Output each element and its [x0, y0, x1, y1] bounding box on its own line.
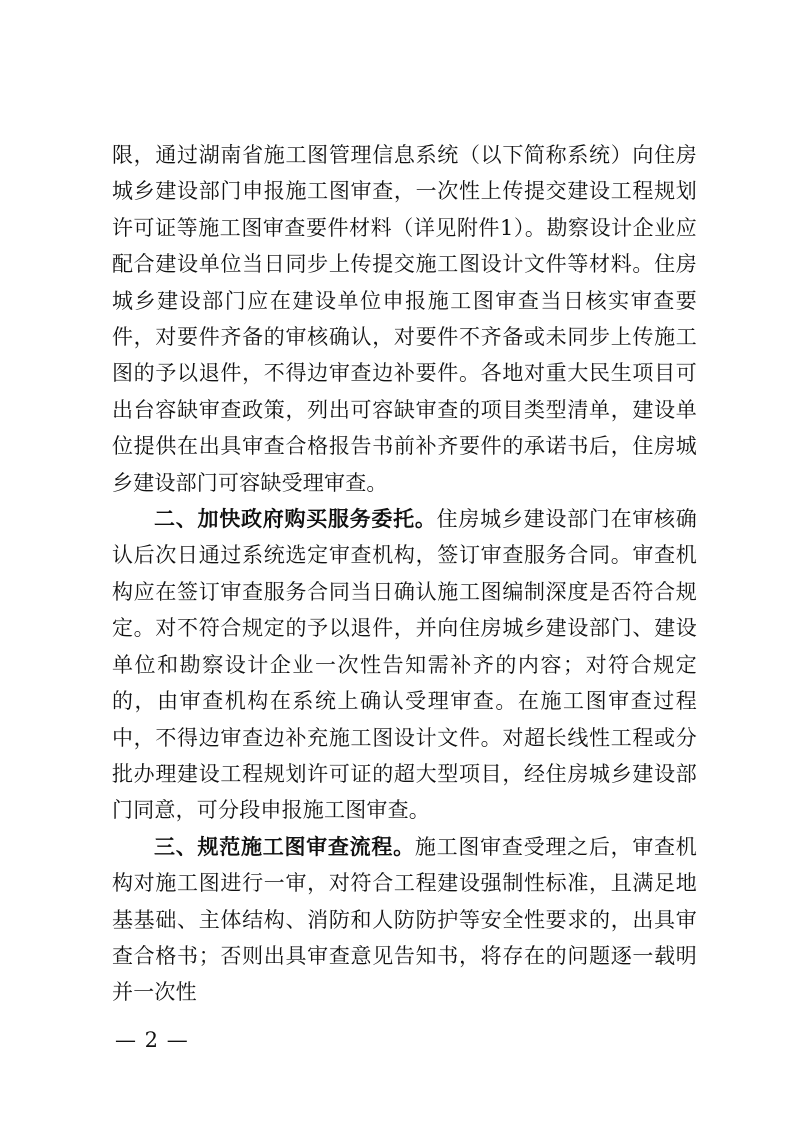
document-body: [112, 137, 697, 1011]
paragraph-section-three: [112, 829, 697, 1011]
page-number: — 2 —: [115, 1028, 189, 1052]
paragraph-text: 施工图审查受理之后，审查机构对施工图进行一审，对符合工程建设强制性标准，且满足地基基础、主体结构、消防和人防防护等安全性要求的，出具审查合格书；否则出具审查意见告知书，将存在的问题逐一载明并一次性: [112, 834, 697, 1005]
section-heading: 三、规范施工图审查流程。: [154, 834, 415, 859]
section-heading: 二、加快政府购买服务委托。: [154, 507, 437, 532]
paragraph-section-two: [112, 501, 697, 829]
paragraph-continuation: [112, 137, 697, 501]
paragraph-text: 限，通过湖南省施工图管理信息系统（以下简称系统）向住房城乡建设部门申报施工图审查，一次性上传提交建设工程规划许可证等施工图审查要件材料（详见附件1）。勘察设计企业应配合建设单位当日同步上传提交施工图设计文件等材料。住房城乡建设部门应在建设单位申报施工图审查当日核实审查要件，对要件齐备的审核确认，对要件不齐备或未同步上传施工图的予以退件，不得边审查边补要件。各地对重大民生项目可出台容缺审查政策，列出可容缺审查的项目类型清单，建设单位提供在出具审查合格报告书前补齐要件的承诺书后，住房城乡建设部门可容缺受理审查。: [112, 143, 697, 495]
paragraph-text: 住房城乡建设部门在审核确认后次日通过系统选定审查机构，签订审查服务合同。审查机构应在签订审查服务合同当日确认施工图编制深度是否符合规定。对不符合规定的予以退件，并向住房城乡建设部门、建设单位和勘察设计企业一次性告知需补齐的内容；对符合规定的，由审查机构在系统上确认受理审查。在施工图审查过程中，不得边审查边补充施工图设计文件。对超长线性工程或分批办理建设工程规划许可证的超大型项目，经住房城乡建设部门同意，可分段申报施工图审查。: [112, 507, 697, 823]
